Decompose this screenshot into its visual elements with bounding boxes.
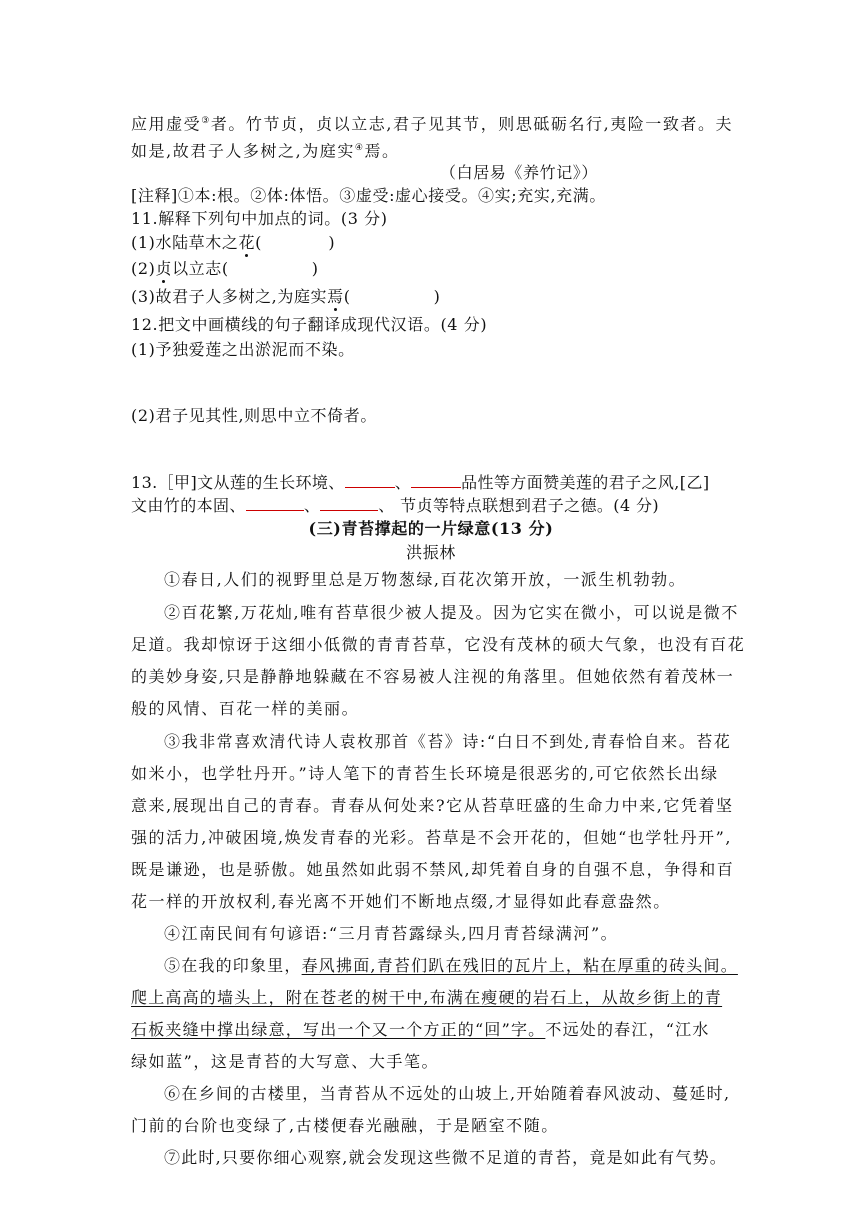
paragraph-line: 般的风情、百花一样的美丽。 (131, 699, 360, 718)
question-12-item-1: (1)予独爱莲之出淤泥而不染。 (131, 340, 355, 359)
section-title: (三)青苔撑起的一片绿意(13 分) (308, 519, 554, 538)
question-11-item-2: (2)贞以立志( ) (131, 259, 319, 278)
paragraph-line: 既是谦逊，也是骄傲。她虽然如此弱不禁风,却凭着自身的自强不息，争得和百 (131, 860, 735, 879)
dotted-word: 焉 (327, 287, 344, 306)
passage-line (131, 137, 731, 162)
passage-text: 应用虚受 (131, 114, 202, 134)
footnote-mark: ④ (354, 143, 365, 153)
question-12-item-2: (2)君子见其性,则思中立不倚者。 (131, 406, 377, 425)
answer-blank (345, 473, 395, 488)
answer-blank (246, 496, 304, 511)
dotted-word: 贞 (155, 259, 173, 278)
passage-text: 焉。 (364, 141, 400, 161)
paragraph-line: 如米小，也学牡丹开。”诗人笔下的青苔生长环境是很恶劣的,可它依然长出绿 (131, 764, 719, 783)
paragraph-line: ①春日,人们的视野里总是万物葱绿,百花次第开放，一派生机勃勃。 (164, 570, 687, 589)
answer-blank (411, 473, 461, 488)
annotation-notes: [注释]①本:根。②体:体悟。③虚受:虚心接受。④实;充实,充满。 (131, 186, 606, 205)
underlined-sentence: 爬上高高的墙头上，附在苍老的树干中,布满在瘦硬的岩石上，从故乡街上的青 (131, 988, 723, 1007)
article-author: 洪振林 (406, 543, 456, 562)
paragraph-line: 石板夹缝中撑出绿意，写出一个又一个方正的“回”字。不远处的春江，“江水 (131, 1020, 710, 1039)
passage-text: 如是,故君子人多树之,为庭实 (131, 141, 355, 161)
dotted-word: 花 (238, 233, 256, 252)
question-13-line-2: 文由竹的本固、 、 、 节贞等特点联想到君子之德。(4 分) (131, 496, 660, 515)
paragraph-line: ④江南民间有句谚语:“三月青苔露绿头,四月青苔绿满河”。 (164, 924, 619, 943)
underlined-sentence: 春风拂面,青苔们趴在残旧的瓦片上，粘在厚重的砖头间。 (301, 956, 738, 975)
question-11-item-1: (1)水陆草木之花( ) (131, 233, 336, 252)
paragraph-line: 足道。我却惊讶于这细小低微的青青苔草，它没有茂林的硕大气象，也没有百花 (131, 635, 746, 654)
paragraph-line: ⑥在乡间的古楼里，当青苔从不远处的山坡上,开始随着春风波动、蔓延时, (164, 1084, 731, 1103)
question-12-title: 12.把文中画横线的句子翻译成现代汉语。(4 分) (131, 315, 488, 334)
footnote-mark: ③ (201, 116, 211, 126)
paragraph-line: 花一样的开放权利,春光离不开她们不断地点缀,才显得如此春意盎然。 (131, 892, 671, 911)
paragraph-line: 意来,展现出自己的青春。青春从何处来?它从苔草旺盛的生命力中来,它凭着坚 (131, 796, 734, 815)
passage-text: 者。竹节贞，贞以立志,君子见其节，则思砥砺名行,夷险一致者。夫 (210, 114, 734, 134)
passage-source: （白居易《养竹记》） (440, 163, 599, 182)
question-11-title: 11.解释下列句中加点的词。(3 分) (131, 209, 388, 228)
question-11-item-3: (3)故君子人多树之,为庭实焉( ) (131, 287, 441, 306)
paragraph-line: 绿如蓝”，这是青苔的大写意、大手笔。 (131, 1052, 440, 1071)
paragraph-line: ③我非常喜欢清代诗人袁枚那首《苔》诗:“白日不到处,青春恰自来。苔花 (164, 732, 732, 751)
paragraph-line: 门前的台阶也变绿了,古楼便春光融融，于是陋室不随。 (131, 1116, 559, 1135)
answer-blank (320, 496, 378, 511)
paragraph-line: 的美妙身姿,只是静静地躲藏在不容易被人注视的角落里。但她依然有着茂林一 (131, 667, 735, 686)
underlined-sentence: 石板夹缝中撑出绿意，写出一个又一个方正的“回”字。 (131, 1020, 546, 1039)
paragraph-line: 强的活力,冲破困境,焕发青春的光彩。苔草是不会开花的，但她“也学牡丹开”, (131, 828, 732, 847)
passage-line (131, 110, 734, 135)
paragraph-line: ②百花繁,万花灿,唯有苔草很少被人提及。因为它实在微小，可以说是微不 (164, 603, 739, 622)
paragraph-line: ⑦此时,只要你细心观察,就会发现这些微不足道的青苔，竟是如此有气势。 (164, 1148, 727, 1167)
question-13-line-1: 13.［甲]文从莲的生长环境、 、 品性等方面赞美莲的君子之风,[乙] (131, 473, 710, 492)
paragraph-line: ⑤在我的印象里，春风拂面,青苔们趴在残旧的瓦片上，粘在厚重的砖头间。 (164, 956, 738, 975)
